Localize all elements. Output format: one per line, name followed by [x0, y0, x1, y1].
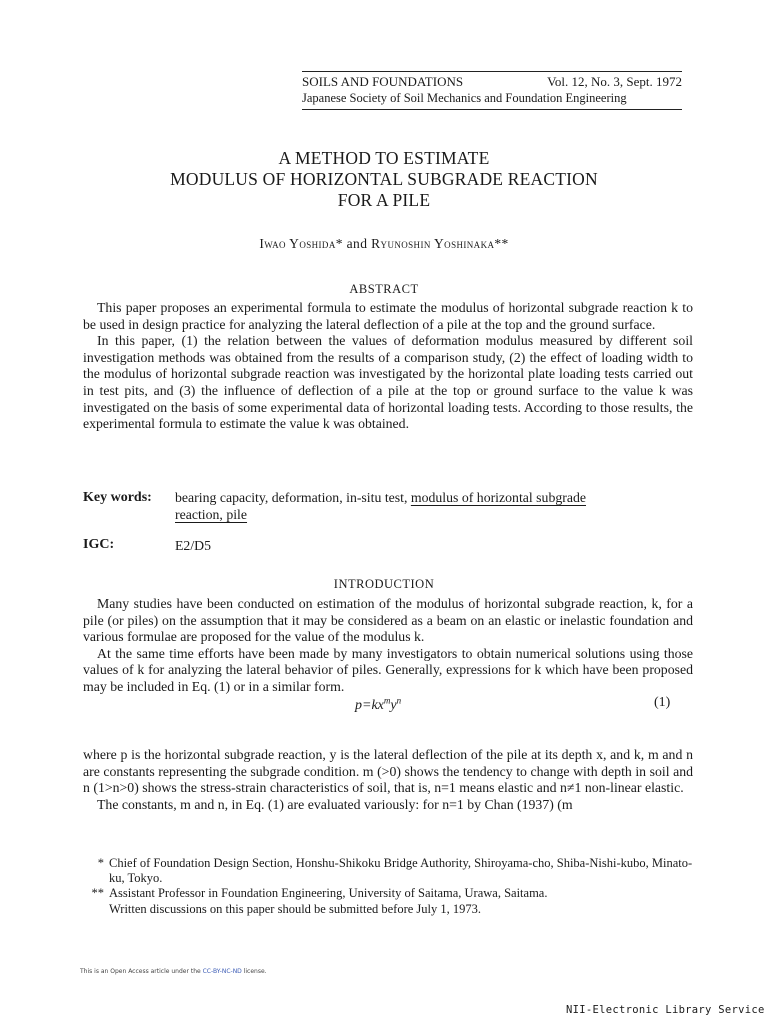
keywords-line-1: [175, 490, 695, 507]
journal-volume: Vol. 12, No. 3, Sept. 1972: [547, 74, 682, 89]
keywords-plain: bearing capacity, deformation, in-situ test,: [175, 490, 411, 505]
abstract-paragraph-2: In this paper, (1) the relation between the values of deformation modulus measured by different soil investigation methods was obtained from the results of a comparison study, (2) the effect of loading width to the modulus of horizontal subgrade reaction was investigated by the horizontal plate loading tests carried out in test pits, and (3) the influence of deflection of a pile at the top or ground surface to the value k was investigated on the basis of some experimental data of horizontal loading tests. According to those results, the experimental formula to estimate the value k was obtained.: [83, 333, 693, 432]
footnote-1: [88, 856, 693, 886]
footnote-2: [88, 886, 693, 901]
abstract-heading: ABSTRACT: [349, 282, 419, 296]
introduction-paragraph-3: where p is the horizontal subgrade reaction, y is the lateral deflection of the pile at its depth x, and k, m and n are constants representing the subgrade condition. m (>0) shows the tendency to change with depth in soil and n (1>n>0) shows the stress-strain characteristics of soil, that is, n=1 means elastic and n≠1 non-linear elastic.: [83, 747, 693, 796]
equation-body: [355, 695, 401, 714]
introduction-paragraph-1: Many studies have been conducted on estimation of the modulus of horizontal subgrade reaction, k, for a pile (or piles) on the assumption that it may be considered as a beam on an elastic or inelastic foundation and various formulae are proposed for the value of the modulus k.: [83, 596, 693, 645]
journal-name: SOILS AND FOUNDATIONS: [302, 74, 464, 89]
igc-value: E2/D5: [175, 538, 212, 553]
keywords-underlined-2: reaction, pile: [175, 506, 248, 522]
title-line-1: A METHOD TO ESTIMATE: [278, 148, 490, 168]
introduction-body-top: [83, 596, 693, 696]
equation-number: (1): [654, 695, 671, 710]
service-footer: NII-Electronic Library Service: [566, 1004, 765, 1016]
footnote-mark: **: [91, 886, 104, 901]
igc-label: IGC:: [83, 537, 115, 552]
introduction-paragraph-2: At the same time efforts have been made by many investigators to obtain numerical solutions using those values of k for analyzing the lateral behavior of piles. Generally, expressions for k which have been proposed may be included in Eq. (1) or in a similar form.: [83, 645, 693, 694]
abstract-paragraph-1: This paper proposes an experimental formula to estimate the modulus of horizontal subgrade reaction k to be used in design practice for analyzing the lateral deflection of a pile at the top and the ground surface.: [83, 300, 693, 332]
journal-society: Japanese Society of Soil Mechanics and Foundation Engineering: [302, 91, 627, 105]
introduction-body-bottom: [83, 747, 693, 813]
authors: [0, 236, 768, 252]
header-row: [302, 74, 682, 90]
header-bottom-rule: [302, 109, 682, 110]
introduction-paragraph-4: The constants, m and n, in Eq. (1) are evaluated variously: for n=1 by Chan (1937) (m: [97, 796, 573, 812]
footnote-3: [88, 902, 693, 917]
author-joiner: and: [342, 236, 372, 251]
footnote-text: Assistant Professor in Foundation Engineering, University of Saitama, Urawa, Saitama.: [109, 886, 548, 901]
keywords-value: [175, 490, 695, 523]
license-suffix: license.: [241, 968, 267, 975]
license-link[interactable]: CC-BY-NC-ND: [202, 968, 242, 975]
abstract-body: [83, 300, 693, 433]
journal-header: [302, 71, 682, 110]
title-line-2: MODULUS OF HORIZONTAL SUBGRADE REACTION: [170, 169, 598, 189]
footnote-mark: [88, 902, 109, 917]
header-top-rule: [302, 71, 682, 72]
footnote-mark: *: [97, 856, 104, 870]
introduction-heading: INTRODUCTION: [333, 577, 435, 591]
title-line-3: FOR A PILE: [337, 190, 431, 210]
keywords-line-2: [175, 507, 695, 524]
footnotes: [88, 856, 693, 917]
equation-text: $p=kx^my^n$: [355, 695, 402, 713]
author-second: Ryunoshin Yoshinaka**: [371, 236, 509, 251]
keywords-underlined-1: modulus of horizontal subgrade: [410, 490, 586, 505]
author-first: Iwao Yoshida*: [259, 236, 343, 251]
paper-title: [0, 148, 768, 211]
license-prefix: This is an Open Access article under the: [80, 968, 203, 975]
footnote-text: Chief of Foundation Design Section, Honshu-Shikoku Bridge Authority, Shiroyama-cho, Shiba-Nishi-kubo, Minato-ku, Tokyo.: [109, 856, 693, 886]
license-notice: [80, 968, 267, 975]
footnote-text: Written discussions on this paper should be submitted before July 1, 1973.: [109, 901, 482, 916]
keywords-label: Key words:: [83, 490, 152, 505]
